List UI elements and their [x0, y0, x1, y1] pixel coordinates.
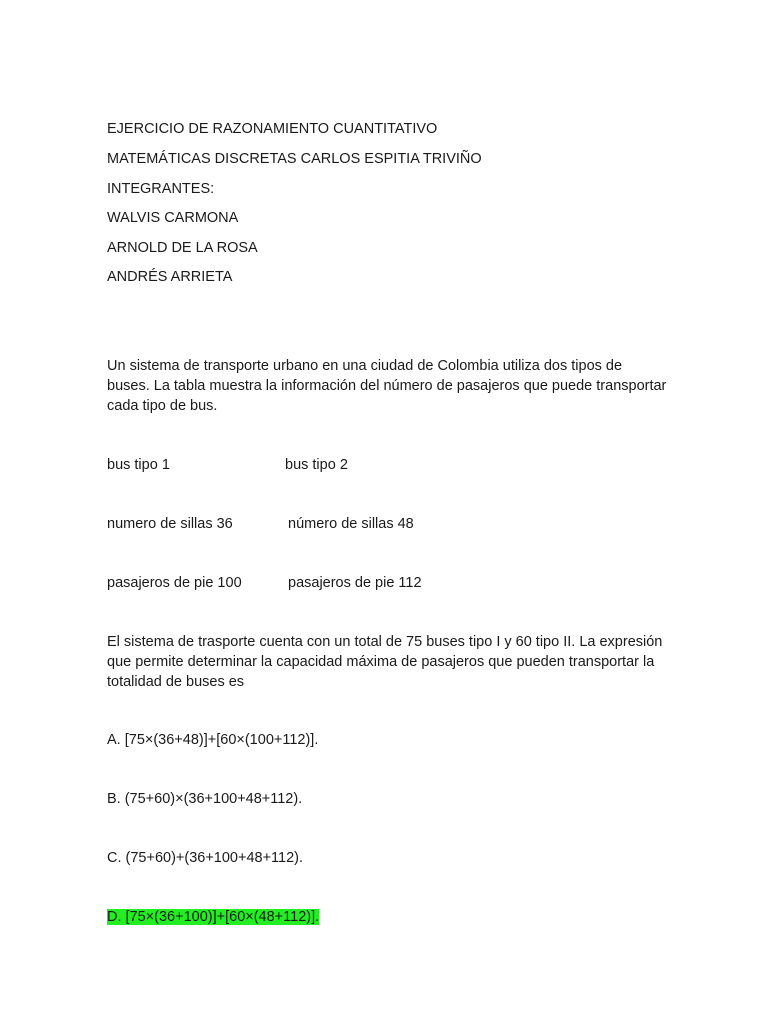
course-line: MATEMÁTICAS DISCRETAS CARLOS ESPITIA TRIVIÑO: [107, 151, 482, 167]
option-c: C. (75+60)+(36+100+48+112).: [107, 850, 304, 866]
document-title: EJERCICIO DE RAZONAMIENTO CUANTITATIVO: [107, 121, 438, 137]
table-cell-seats-1: numero de sillas 36: [107, 516, 233, 532]
table-cell-seats-2: número de sillas 48: [288, 516, 414, 532]
member-name: ARNOLD DE LA ROSA: [107, 240, 258, 256]
table-cell-standing-2: pasajeros de pie 112: [288, 575, 422, 591]
option-b: B. (75+60)×(36+100+48+112).: [107, 791, 303, 807]
table-cell-standing-1: pasajeros de pie 100: [107, 575, 242, 591]
option-d-highlighted: [107, 908, 319, 926]
answer-highlight: D. [75×(36+100)]+[60×(48+112)].: [107, 909, 320, 925]
member-name: WALVIS CARMONA: [107, 210, 239, 226]
member-name: ANDRÉS ARRIETA: [107, 269, 233, 285]
members-label: INTEGRANTES:: [107, 181, 215, 197]
table-header-bus-2: bus tipo 2: [285, 457, 348, 473]
option-a: A. [75×(36+48)]+[60×(100+112)].: [107, 732, 319, 748]
table-header-bus-1: bus tipo 1: [107, 457, 170, 473]
question-text: El sistema de trasporte cuenta con un total de 75 buses tipo I y 60 tipo II. La expresión que permite determinar la capacidad máxima de pasajeros que pueden transportar la totalidad de buses es: [107, 634, 663, 690]
problem-intro: Un sistema de transporte urbano en una ciudad de Colombia utiliza dos tipos de buses. La tabla muestra la información del número de pasajeros que puede transportar cada tipo de bus.: [107, 358, 667, 414]
